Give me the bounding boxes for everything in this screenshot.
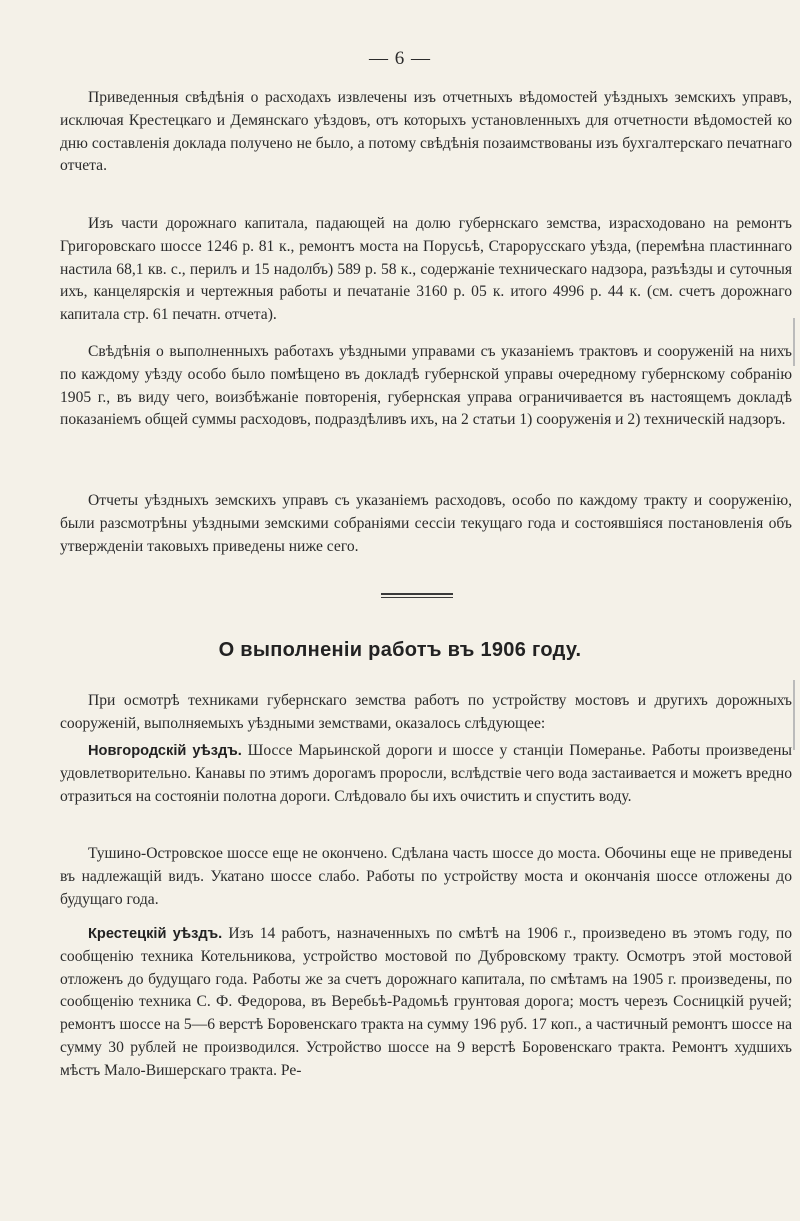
paragraph-district-reports: Отчеты уѣздныхъ земскихъ управъ съ указаніемъ расходовъ, особо по каждому тракту и сооруженію, были разсмотрѣны уѣздными земскими собраніями сессіи текущаго года и состоявшіяся постановленія объ утвержденіи таковыхъ приведены ниже сего.	[60, 492, 792, 555]
margin-mark	[793, 680, 795, 750]
section-divider	[381, 593, 453, 595]
paragraph-inspection-intro: При осмотрѣ техниками губернскаго земства работъ по устройству мостовъ и другихъ дорожныхъ сооруженій, выполняемыхъ уѣздными земствами, оказалось слѣдующее:	[60, 692, 792, 732]
paragraph-tushino-highway: Тушино-Островское шоссе еще не окончено. Сдѣлана часть шоссе до моста. Обочины еще не приведены въ надлежащій видъ. Укатано шоссе слабо. Работы по устройству моста и окончанія шоссе отложены до будущаго года.	[60, 845, 792, 908]
paragraph-road-capital: Изъ части дорожнаго капитала, падающей на долю губернскаго земства, израсходовано на ремонтъ Григоровскаго шоссе 1246 р. 81 к., ремонтъ моста на Порусьѣ, Старорусскаго уѣзда, (перемѣна пластиннаго настила 68,1 кв. с., перилъ и 15 надолбъ) 589 р. 58 к., содержаніе техническаго надзора, разъѣзды и суточныя ихъ, канцелярскія и чертежныя работы и печатаніе 3160 р. 05 к. итого 4996 р. 44 к. (см. счетъ дорожнаго капитала стр. 61 печатн. отчета).	[60, 215, 792, 324]
paragraph-novgorod-district	[60, 740, 792, 808]
novgorod-district-text: Шоссе Марьинской дороги и шоссе у станціи Померанье. Работы произведены удовлетворительно. Канавы по этимъ дорогамъ проросли, вслѣдствіе чего вода застаивается и можетъ вредно отразиться на состояніи полотна дороги. Слѣдовало бы ихъ очистить и спустить воду.	[60, 742, 793, 805]
krestets-district-text: Изъ 14 работъ, назначенныхъ по смѣтѣ на 1906 г., произведено въ этомъ году, по сообщенію техника Котельникова, устройство мостовой по Дубровскому тракту. Осмотръ этой мостовой отложенъ до будущаго года. Работы же за счетъ дорожнаго капитала, по смѣтамъ на 1905 г. произведены, по сообщенію техника С. Ф. Федорова, въ Веребьѣ-Радомьѣ грунтовая дорога; мостъ черезъ Сосницкій ручей; ремонтъ шоссе на 5—6 верстѣ Боровенскаго тракта на сумму 196 руб. 17 коп., а частичный ремонтъ шоссе на сумму 30 рублей не производился. Устройство шоссе на 9 верстѣ Боровенскаго тракта. Ремонтъ худшихъ мѣстъ Мало-Вишерскаго тракта. Ре-	[60, 925, 793, 1079]
paragraph-expenses-sources: Приведенныя свѣдѣнія о расходахъ извлечены изъ отчетныхъ вѣдомостей уѣздныхъ земскихъ управъ, исключая Крестецкаго и Демянскаго уѣздовъ, отъ которыхъ установленныхъ для отчетности вѣдомостей ко дню составленія доклада получено не было, а потому свѣдѣнія позаимствованы изъ бухгалтерскаго печатнаго отчета.	[60, 89, 792, 175]
krestets-district-heading: Крестецкій уѣздъ.	[88, 926, 223, 942]
section-title: О выполненіи работъ въ 1906 году.	[218, 639, 582, 661]
paragraph-completed-works: Свѣдѣнія о выполненныхъ работахъ уѣздными управами съ указаніемъ трактовъ и сооруженій на нихъ по каждому уѣзду особо было помѣщено въ докладѣ губернской управы очередному губернскому собранію 1905 г., въ виду чего, воизбѣжаніе повторенія, губернская управа ограничивается въ настоящемъ докладѣ показаніемъ общей суммы расходовъ, подраздѣливъ ихъ, на 2 статьи 1) сооруженія и 2) техническій надзоръ.	[60, 343, 792, 429]
page-number: — 6 —	[369, 48, 431, 69]
paragraph-krestets-district	[60, 923, 792, 1083]
novgorod-district-heading: Новгородскій уѣздъ.	[88, 743, 242, 759]
margin-mark	[793, 318, 795, 366]
